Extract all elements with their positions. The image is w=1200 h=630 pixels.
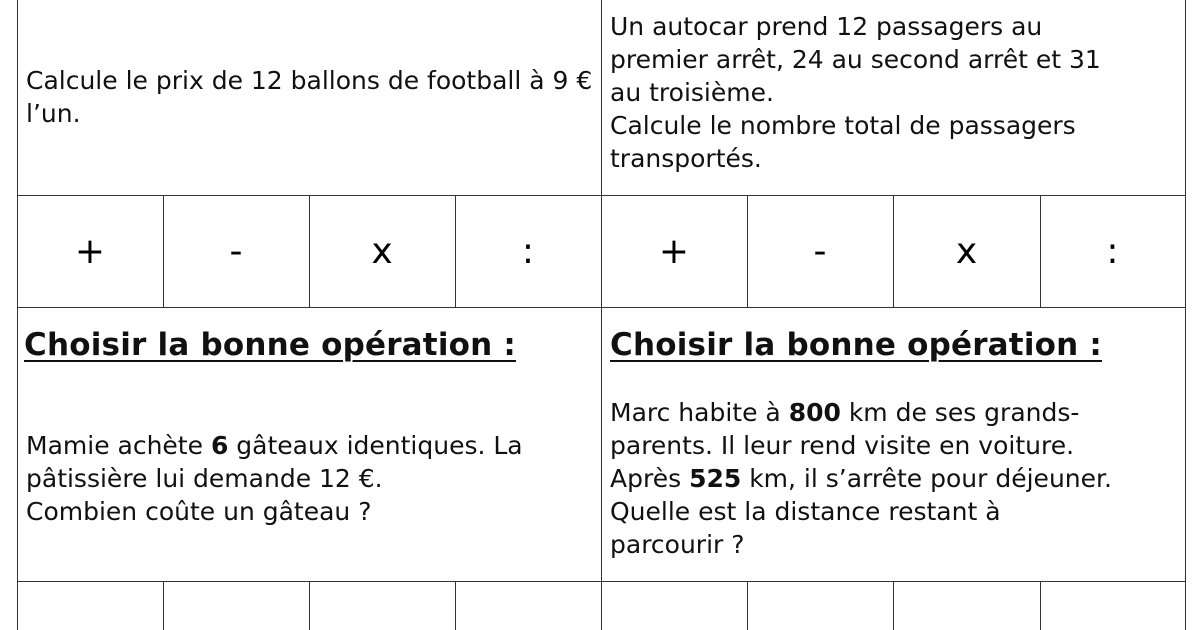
op-divider (747, 581, 748, 630)
operator-plus[interactable]: + (74, 231, 106, 272)
problem-line: Un autocar prend 12 passagers au (610, 12, 1043, 41)
number-highlight: 6 (210, 431, 229, 460)
problem-text-card2 (610, 10, 1185, 175)
op-divider (893, 581, 894, 630)
problem-text-card3 (26, 429, 594, 528)
problem-text-card4 (610, 396, 1185, 561)
operator-divide[interactable]: : (1106, 231, 1119, 272)
problem-line: Calcule le nombre total de passagers (610, 111, 1076, 140)
operator-times[interactable]: x (955, 231, 978, 272)
operator-minus[interactable]: - (229, 231, 243, 272)
problem-line: Combien coûte un gâteau ? (26, 497, 372, 526)
op-divider (309, 581, 310, 630)
number-highlight: 800 (788, 398, 841, 427)
right-border (1185, 0, 1186, 630)
card3-title: Choisir la bonne opération : (24, 327, 517, 363)
op-divider (163, 581, 164, 630)
operator-divide[interactable]: : (521, 231, 535, 272)
problem-card1: Calcule le prix de 12 ballons de football à 9 € l’un. (26, 66, 593, 128)
op-divider (455, 581, 456, 630)
problem-line: au troisième. (610, 78, 774, 107)
problem-line: parcourir ? (610, 530, 745, 559)
problem-line: transportés. (610, 144, 762, 173)
card4-title: Choisir la bonne opération : (610, 327, 1103, 363)
problem-line: Mamie achète 6 gâteaux identiques. La (26, 431, 523, 460)
problem-text-card1 (26, 64, 594, 130)
left-border (17, 0, 18, 630)
problem-line: Quelle est la distance restant à (610, 497, 1001, 526)
problem-line: premier arrêt, 24 au second arrêt et 31 (610, 45, 1101, 74)
operator-minus[interactable]: - (813, 231, 827, 272)
number-highlight: 525 (689, 464, 742, 493)
problem-line: pâtissière lui demande 12 €. (26, 464, 383, 493)
operator-plus[interactable]: + (658, 231, 690, 272)
problem-line: Marc habite à 800 km de ses grands- (610, 398, 1080, 427)
row-divider-2 (17, 307, 1186, 308)
problem-line: Après 525 km, il s’arrête pour déjeuner. (610, 464, 1112, 493)
row-divider-3 (17, 581, 1186, 582)
operator-times[interactable]: x (371, 231, 393, 272)
problem-line: parents. Il leur rend visite en voiture. (610, 431, 1075, 460)
op-divider (1040, 581, 1041, 630)
center-divider (601, 0, 602, 630)
